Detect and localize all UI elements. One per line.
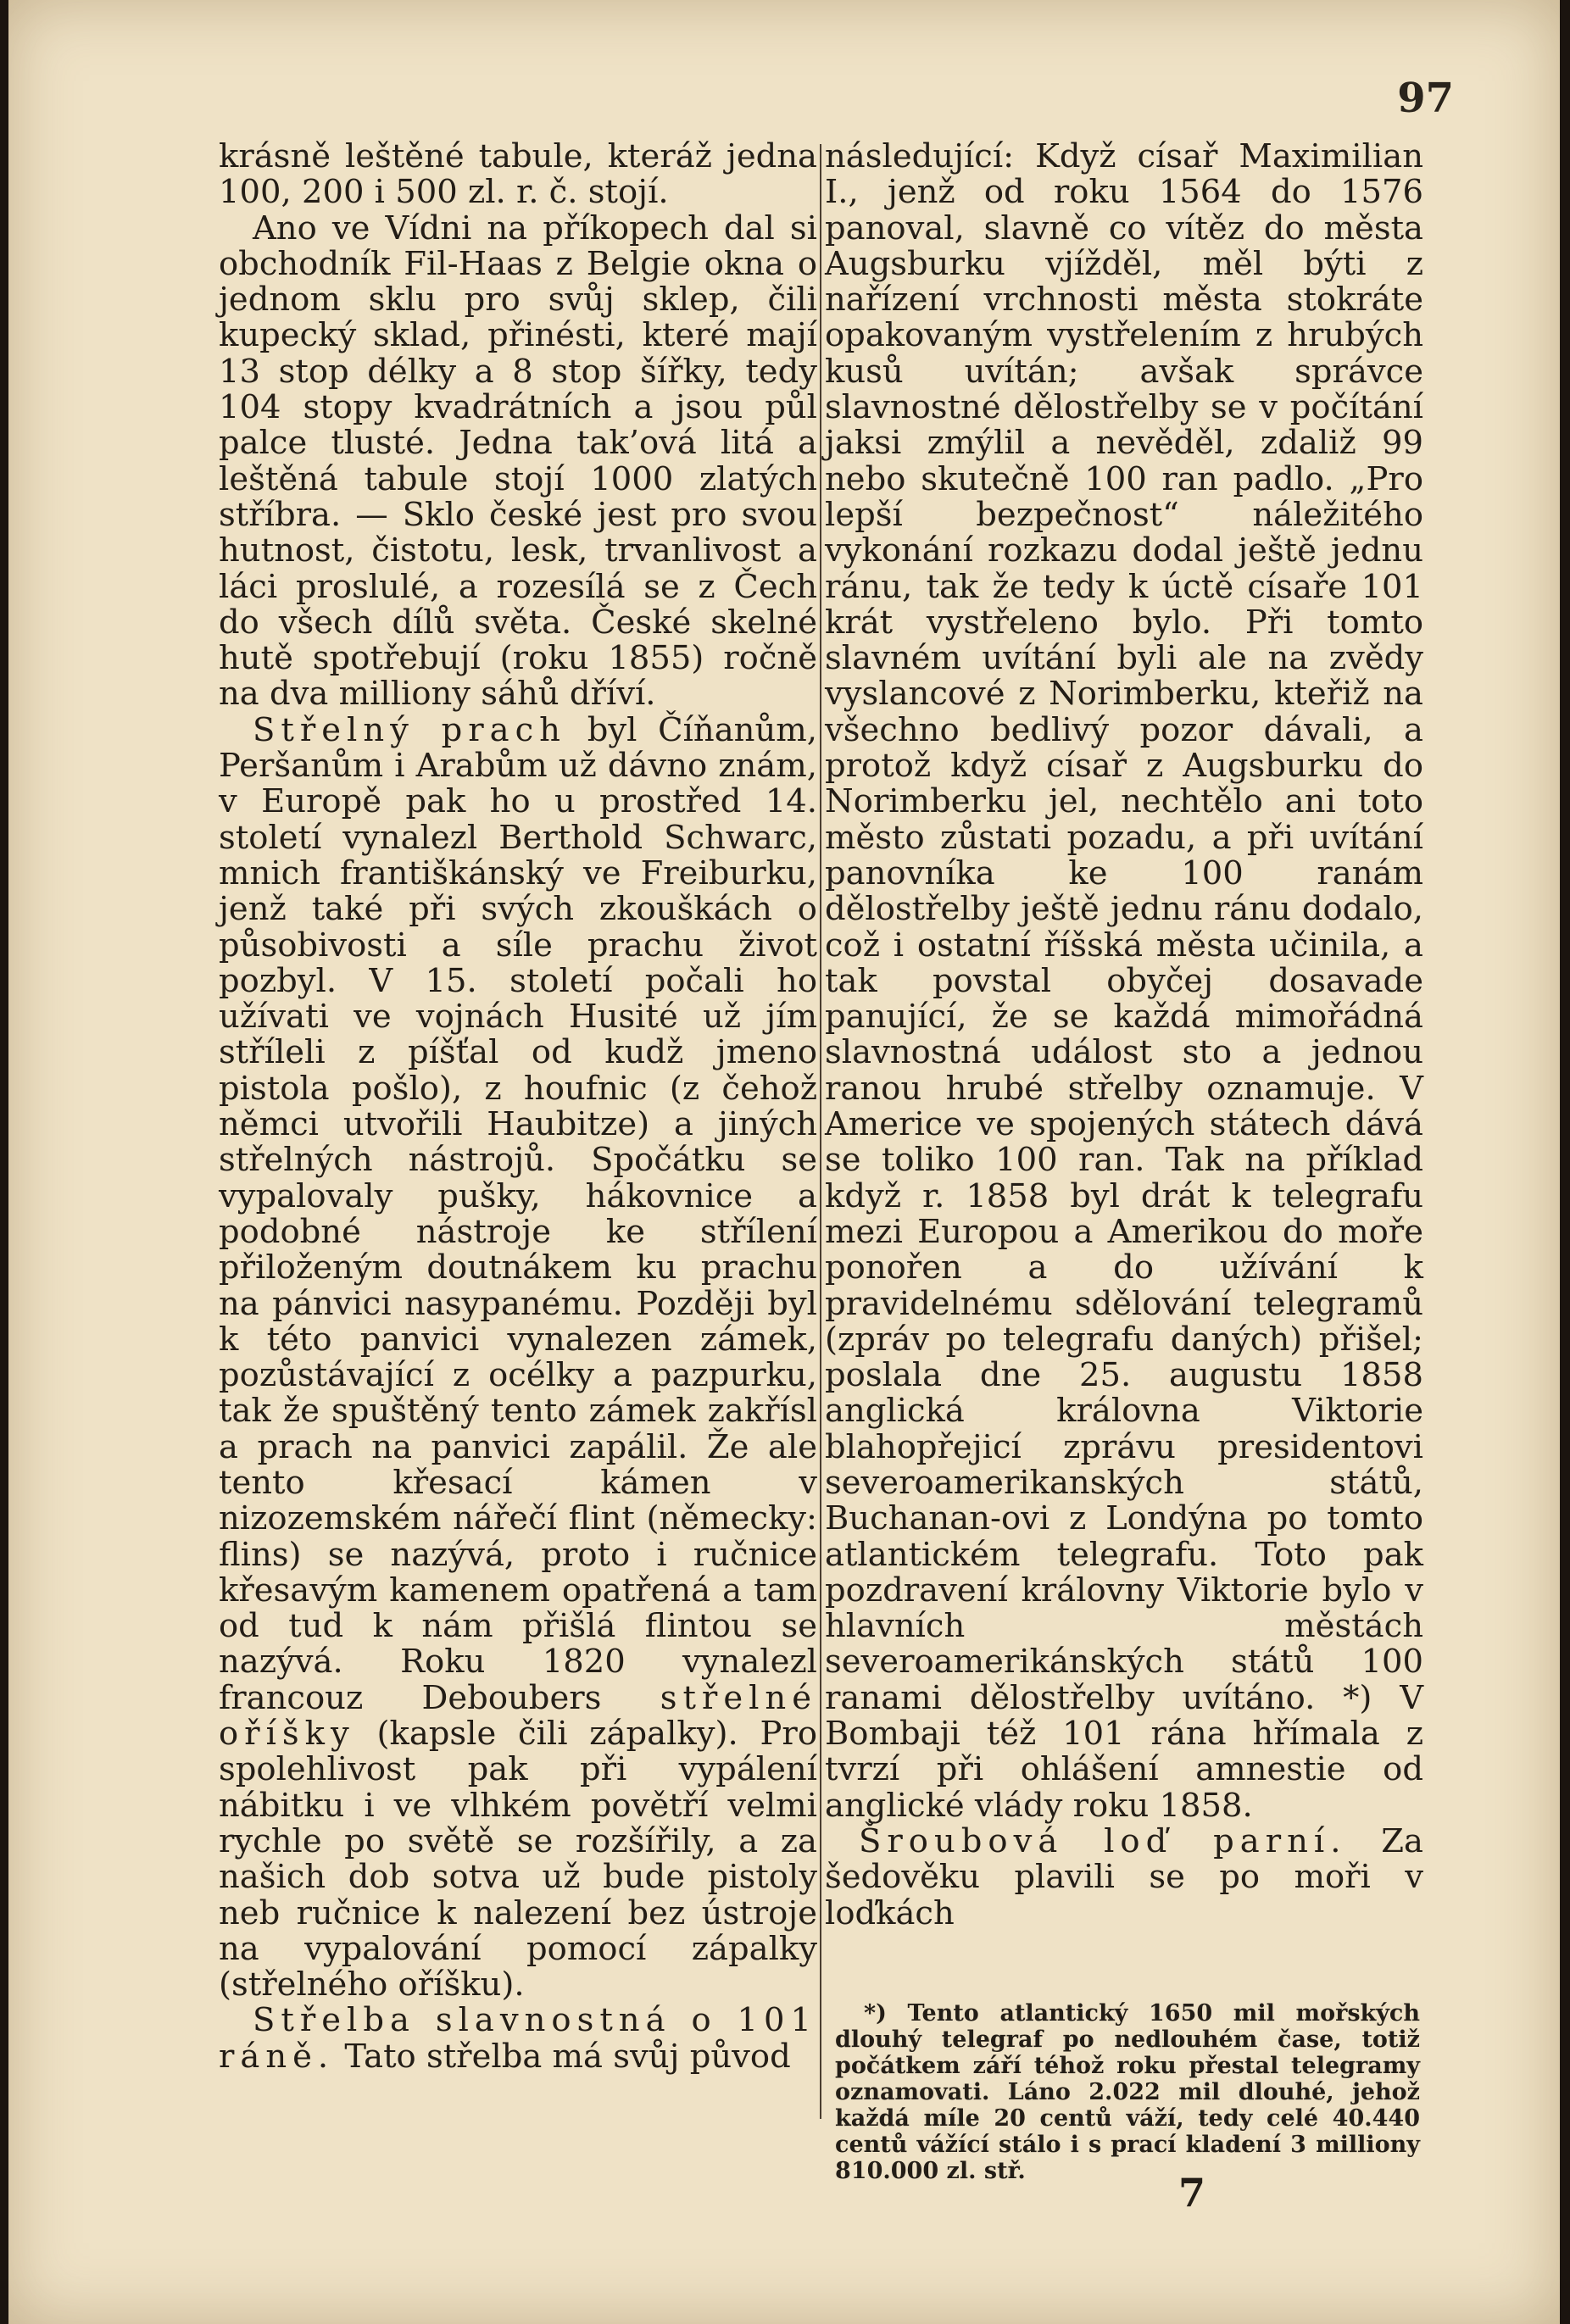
right-column: [825, 139, 1423, 1932]
left-paragraph-1: krásně leštěné tabule, kteráž jedna 100, 200 i 500 zl. r. č. stojí.: [219, 137, 817, 212]
signature-mark: 7: [1178, 2170, 1206, 2216]
page-number: 97: [1397, 75, 1454, 122]
footnote-text: *) Tento atlantický 1650 mil mořských dlouhý telegraf po nedlouhém čase, totiž počátkem září téhož roku přestal telegramy oznamovati. Láno 2.022 mil dlouhé, jehož každá míle 20 centů váží, tedy celé 40.440 centů vážící stálo i s prací kladení 3 milliony 810.000 zl. stř.: [835, 2000, 1420, 2184]
column-divider: [820, 144, 821, 2119]
left-paragraph-2: Ano ve Vídni na příkopech dal si obchodník Fil-Haas z Belgie okna o jednom sklu pro svůj sklep, čili kupecký sklad, přinésti, které mají 13 stop délky a 8 stop šířky, tedy 104 stopy kvadrátních a jsou půl palce tlusté. Jedna tak’ová litá a leštěná tabule stojí 1000 zlatých stříbra. — Sklo české jest pro svou hutnost, čistotu, lesk, trvanlivost a láci proslulé, a rozesílá se z Čech do všech dílů světa. České skelné hutě spotřebují (roku 1855) ročně na dva milliony sáhů dříví.: [219, 208, 817, 714]
gunpowder-text: byl Číňanům, Peršanům i Arabům už dávno znám, v Europě pak ho u prostřed 14. století vynalezl Berthold Schwarc, mnich františkánský ve Freiburku, jenž také při svých zkouškách o působivosti a síle prachu život pozbyl. V 15. století počali ho užívati ve vojnách Husité už jím stříleli z píšťal od kudž jmeno pistola pošlo), z houfnic (z čehož němci utvořili Haubitze) a jiných střelných nástrojů. Spočátku se vypalovaly pušky, hákovnice a podobné nástroje ke střílení přiloženým doutnákem ku prachu na pánvici nasypanému. Později byl k této panvici vynalezen zámek, pozůstávající z océlky a pazpurku, tak že spuštěný tento zámek zakřísl a prach na panvici zapálil. Že ale tento křesací kámen v nizozemském nářečí flint (německy: flins) se nazývá, proto i ručnice křesavým kamenem opatřená a tam od tud k nám přišlá flintou se nazývá. Roku 1820 vynalezl francouz Deboubers: [219, 710, 817, 1717]
left-column: [219, 139, 817, 2075]
screw-steamer-heading: Šroubová loď parní.: [859, 1821, 1347, 1860]
salute-text: Tato střelba má svůj původ: [334, 2037, 791, 2076]
screw-steamer-text: Za šedověku plavili se po moři v loďkách: [825, 1821, 1423, 1932]
right-paragraph-screw-steamer: [825, 1821, 1423, 1932]
percussion-cap-term: střelné oříšky: [219, 1678, 817, 1754]
gunpowder-text-tail: (kapsle čili zápalky). Pro spolehlivost pak při vypálení nábitku i ve vlhkém povětří velmi rychle po světě se rozšířily, a za našich dob sotva už bude pistoly neb ručnice k nalezení bez ústroje na vypalování pomocí zápalky (střelného oříšku).: [219, 1715, 817, 2004]
left-paragraph-salute: [219, 2003, 817, 2075]
salute-heading: Střelba slavnostná o 101 ráně.: [219, 2001, 817, 2076]
footnote: [835, 2000, 1420, 2184]
left-paragraph-gunpowder: [219, 710, 817, 2004]
right-paragraph-1: následující: Když císař Maximilian I., jenž od roku 1564 do 1576 panoval, slavně co vítěz do města Augsburku vjížděl, měl býti z nařízení vrchnosti města stokráte opakovaným vystřelením z hrubých kusů uvítán; avšak správce slavnostné dělostřelby se v počítání jaksi zmýlil a nevěděl, zdaliž 99 nebo skutečně 100 ran padlo. „Pro lepší bezpečnost“ náležitého vykonání rozkazu dodal ještě jednu ránu, tak že tedy k úctě císaře 101 krát vystřeleno bylo. Při tomto slavném uvítání byli ale na zvědy vyslancové z Norimberku, kteřiž na všechno bedlivý pozor dávali, a protož když císař z Augsburku do Norimberku jel, nechtělo ani toto město zůstati pozadu, a při uvítání panovníka ke 100 ranám dělostřelby ještě jednu ránu dodalo, což i ostatní říšská města učinila, a tak povstal obyčej dosavade panující, že se každá mimořádná slavnostná událost sto a jednou ranou hrubé střelby oznamuje. V Americe ve spojených státech dává se toliko 100 ran. Tak na příklad když r. 1858 byl drát k telegrafu mezi Europou a Amerikou do moře ponořen a do užívání k pravidelnému sdělování telegramů (zpráv po telegrafu daných) přišel; poslala dne 25. augustu 1858 anglická královna Viktorie blahopřejicí zprávu presidentovi severoamerikanských států, Buchanan-ovi z Londýna po tomto atlantickém telegrafu. Toto pak pozdravení královny Viktorie bylo v hlavních městách severoamerikánských států 100 ranami dělostřelby uvítáno. *) V Bombaji též 101 rána hřímala z tvrzí při ohlášení amnestie od anglické vlády roku 1858.: [825, 137, 1423, 1825]
book-page: [8, 0, 1560, 2324]
gunpowder-heading: Střelný prach: [253, 710, 566, 749]
